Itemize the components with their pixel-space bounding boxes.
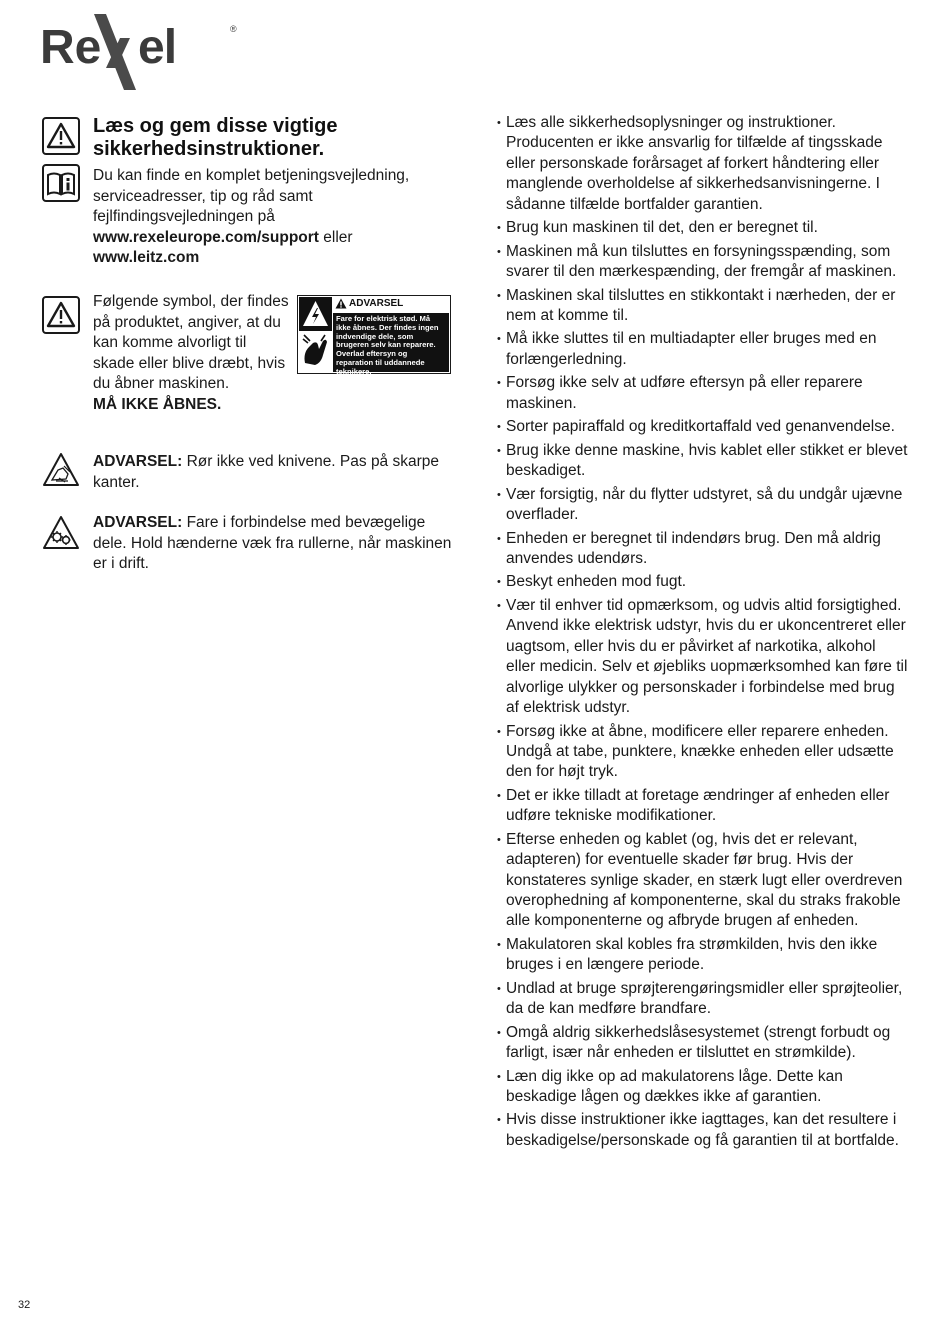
list-item: • Beskyt enheden mod fugt.	[497, 572, 909, 592]
list-item: • Læs alle sikkerhedsoplysninger og instruktioner. Producenten er ikke ansvarlig for tilfælde af tingsskade eller personskade forårsaget af forkert håndtering eller manglende overholdelse af sikkerhedsanvisningerne. I sådanne tilfælde bortfalder garantien.	[497, 113, 909, 215]
list-item: • Sorter papiraffald og kreditkortaffald ved genanvendelse.	[497, 417, 909, 437]
list-item: • Brug ikke denne maskine, hvis kablet eller stikket er blevet beskadiget.	[497, 441, 909, 482]
warning-triangle-icon	[42, 296, 80, 334]
symbol-paragraph	[93, 292, 289, 415]
small-warning-triangle-icon	[335, 298, 347, 309]
page-title: Læs og gem disse vigtige sikkerhedsinstruktioner.	[93, 115, 338, 160]
page-number: 32	[18, 1299, 31, 1311]
support-link[interactable]: www.rexeleurope.com/support	[93, 228, 319, 246]
list-item: • Maskinen skal tilsluttes en stikkontakt i nærheden, der er nem at komme til.	[497, 286, 909, 327]
list-item: • Makulatoren skal kobles fra strømkilden, hvis den ikke bruges i en længere periode.	[497, 935, 909, 976]
list-item: • Må ikke sluttes til en multiadapter eller bruges med en forlængerledning.	[497, 329, 909, 370]
list-item: • Hvis disse instruktioner ikke iagttages, kan det resultere i beskadigelse/personskade og få garantien til at bortfalde.	[497, 1110, 909, 1151]
list-item: • Forsøg ikke selv at udføre eftersyn på eller reparere maskinen.	[497, 373, 909, 414]
moving-parts-warning-icon	[42, 515, 80, 551]
moving-parts-warning-paragraph	[93, 513, 463, 575]
logo-x-mark	[90, 12, 140, 92]
symbol-text: Følgende symbol, der findes på produktet, angiver, at du kan komme alvorligt til skade eller blive dræbt, hvis du åbner maskinen.	[93, 293, 289, 392]
do-not-open-text: MÅ IKKE ÅBNES.	[93, 395, 222, 413]
logo-registered-mark: ®	[230, 24, 237, 34]
list-item: • Omgå aldrig sikkerhedslåsesystemet (strengt forbudt og farligt, især når enheden er tilsluttet en strømkilde).	[497, 1023, 909, 1064]
electric-shock-icon	[299, 297, 332, 372]
warning-label-title	[333, 297, 449, 311]
intro-text: Du kan finde en komplet betjeningsvejledning, serviceadresser, tip og råd samt fejlfindingsvejledningen på	[93, 167, 410, 225]
or-text: eller	[318, 228, 353, 246]
leitz-link[interactable]: www.leitz.com	[93, 249, 200, 266]
list-item: • Læn dig ikke op ad makulatorens låge. Dette kan beskadige lågen og dækkes ikke af garantien.	[497, 1067, 909, 1108]
logo-text-el: el	[138, 21, 177, 74]
intro-paragraph	[93, 166, 443, 269]
list-item: • Vær forsigtig, når du flytter udstyret, så du undgår ujævne overflader.	[497, 485, 909, 526]
list-item: • Vær til enhver tid opmærksom, og udvis altid forsigtighed. Anvend ikke elektrisk udstyr, hvis du er ukoncentreret eller uagtsom, eller hvis du er påvirket af narkotika, alkohol eller medicin. Selv et øjebliks uopmærksomhed kan føre til alvorlige ulykker og personskader i forbindelse med brug af elektrisk udstyr.	[497, 596, 909, 718]
warning-triangle-icon	[42, 117, 80, 155]
product-warning-label	[297, 295, 451, 374]
read-manual-icon	[42, 164, 80, 202]
blade-warning-label: ADVARSEL:	[93, 453, 183, 470]
list-item: • Forsøg ikke at åbne, modificere eller reparere enheden. Undgå at tabe, punktere, knække enheden eller udsætte den for højt tryk.	[497, 722, 909, 783]
logo-text-re: Re	[40, 21, 102, 74]
moving-warning-label: ADVARSEL:	[93, 514, 183, 531]
list-item: • Enheden er beregnet til indendørs brug. Den må aldrig anvendes udendørs.	[497, 529, 909, 570]
warning-label-title-text: ADVARSEL	[349, 298, 404, 309]
warning-label-body: Fare for elektrisk stød. Må ikke åbnes. Der findes ingen indvendige dele, som brugeren selv kan reparere. Overlad eftersyn og reparation til uddannede teknikere.	[333, 313, 449, 372]
list-item: • Maskinen må kun tilsluttes en forsyningsspænding, som svarer til den mærkespænding, der fremgår af maskinen.	[497, 242, 909, 283]
list-item: • Efterse enheden og kablet (og, hvis det er relevant, adapteren) for eventuelle skader før brug. Hvis der konstateres synlige skader, en stærk lugt eller overdreven overophedning af komponenterne, skal du straks frakoble alle komponenterne og afbryde brugen af enheden.	[497, 830, 909, 932]
sharp-blades-warning-icon	[42, 452, 80, 488]
list-item: • Undlad at bruge sprøjterengøringsmidler eller sprøjteolier, da de kan medføre brandfare.	[497, 979, 909, 1020]
list-item: • Brug kun maskinen til det, den er beregnet til.	[497, 218, 909, 238]
list-item: • Det er ikke tilladt at foretage ændringer af enheden eller udføre tekniske modifikationer.	[497, 786, 909, 827]
safety-instructions-list	[497, 113, 909, 1154]
blade-warning-text: Rør ikke ved knivene. Pas på skarpe kanter.	[93, 453, 440, 491]
rexel-logo	[40, 12, 237, 92]
moving-warning-text: Fare i forbindelse med bevægelige dele. Hold hænderne væk fra rullerne, når maskinen er i drift.	[93, 514, 452, 572]
blade-warning-paragraph	[93, 452, 463, 493]
